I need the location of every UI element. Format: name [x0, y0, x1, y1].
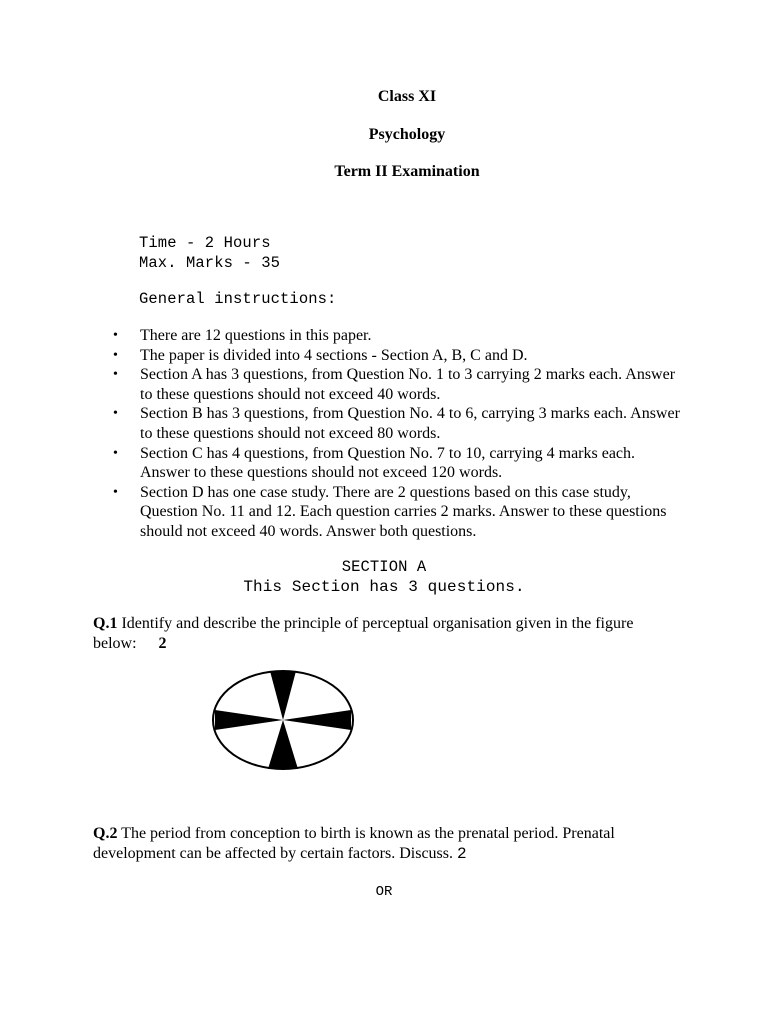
instruction-item: • Section D has one case study. There are 2 questions based on this case study, Question No. 11 and 12. Each question carries 2 marks. Answer to these questions should not exceed 40 words. Answer both questions.: [113, 483, 667, 540]
instruction-item: • Section C has 4 questions, from Question No. 7 to 10, carrying 4 marks each. Answer to these questions should not exceed 120 words.: [113, 444, 636, 482]
bullet-icon: •: [113, 347, 118, 363]
instruction-item: • There are 12 questions in this paper.: [113, 327, 372, 344]
question-marks: 2: [158, 635, 167, 652]
ellipse-with-four-wedges-icon: [210, 668, 356, 772]
section-a-heading: SECTION A: [341, 558, 427, 576]
instruction-item: • Section A has 3 questions, from Question No. 1 to 3 carrying 2 marks each. Answer to these questions should not exceed 40 words.: [113, 366, 676, 403]
exam-title: Term II Examination: [334, 163, 480, 180]
question-1: [93, 614, 673, 654]
subject-title: Psychology: [368, 126, 446, 143]
instruction-item: • Section B has 3 questions, from Question No. 4 to 6, carrying 3 marks each. Answer to these questions should not exceed 80 words.: [113, 405, 680, 442]
bullet-icon: •: [113, 484, 118, 500]
instructions-heading: General instructions:: [139, 290, 337, 308]
class-title: Class XI: [377, 88, 437, 105]
question-text: The period from conception to birth is known as the prenatal period. Prenatal development can be affected by certain factors. Discuss.: [93, 825, 615, 862]
instruction-item: • The paper is divided into 4 sections - Section A, B, C and D.: [113, 346, 528, 364]
or-separator: OR: [375, 884, 393, 900]
question-number: Q.2: [93, 825, 118, 842]
time-line: Time - 2 Hours: [139, 234, 271, 252]
question-number: Q.1: [93, 615, 118, 632]
section-a-subheading: This Section has 3 questions.: [243, 578, 525, 596]
instructions-list: [113, 326, 683, 542]
question-marks: 2: [457, 845, 467, 863]
bullet-icon: •: [113, 445, 118, 461]
bullet-icon: •: [113, 367, 118, 383]
bullet-icon: •: [113, 406, 118, 422]
question-text: Identify and describe the principle of perceptual organisation given in the figure below:: [93, 615, 634, 652]
max-marks-line: Max. Marks - 35: [139, 254, 281, 272]
question-2: [93, 824, 653, 864]
bullet-icon: •: [113, 328, 118, 343]
